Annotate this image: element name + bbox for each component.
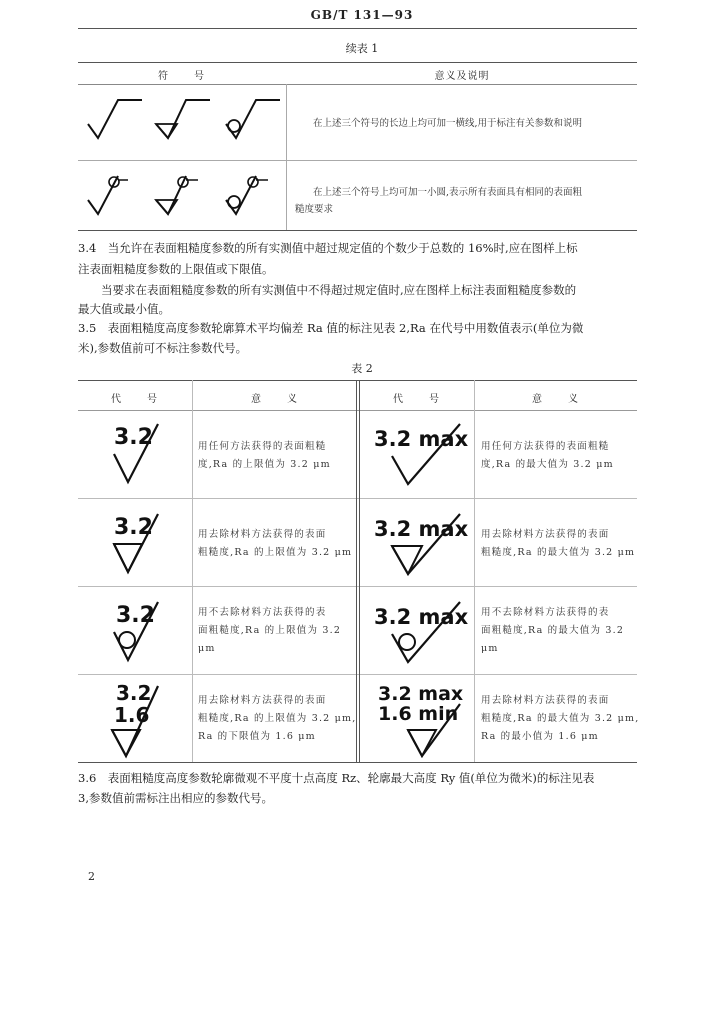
- standard-header: GB/T 131—93: [310, 8, 414, 22]
- roughness-symbol-any-method-icon: [108, 418, 168, 490]
- sec36-line2: 3,参数值前需标注出相应的参数代号。: [78, 791, 273, 805]
- roughness-symbol-no-removal-icon: [108, 596, 168, 668]
- row3-left-line1: 用不去除材料方法获得的表: [198, 607, 327, 618]
- row2-left-line1: 用去除材料方法获得的表面: [198, 529, 327, 540]
- row2-right-line1: 用去除材料方法获得的表面: [481, 529, 610, 540]
- table1-row1-symbols: [84, 96, 284, 146]
- row4-left-line1: 用去除材料方法获得的表面: [198, 695, 327, 706]
- page-number: 2: [88, 870, 95, 883]
- row1-right-line2: 度,Ra 的最大值为 3.2 μm: [481, 459, 614, 470]
- table2-bottom-rule: [78, 762, 637, 763]
- svg-text:3.2: 3.2: [114, 515, 153, 540]
- table2-row2-rule: [78, 586, 637, 587]
- table1-top-rule: [78, 62, 637, 63]
- row2-right-line2: 粗糙度,Ra 的最大值为 3.2 μm: [481, 547, 636, 558]
- no-removal-symbol-with-circle-icon: [226, 176, 256, 214]
- sec35-line1: 3.5 表面粗糙度高度参数轮廓算术平均偏差 Ra 值的标注见表 2,Ra 在代号中用数值表示(单位为微: [78, 321, 584, 335]
- table2-row3-rule: [78, 674, 637, 675]
- row1-left-line2: 度,Ra 的上限值为 3.2 μm: [198, 459, 331, 470]
- table2-divider-1: [192, 380, 193, 762]
- svg-text:3.2: 3.2: [114, 425, 153, 450]
- roughness-max-no-removal-icon: [372, 598, 468, 670]
- table2-col-code-left: 代 号: [111, 394, 159, 405]
- table2-divider-middle-b: [359, 380, 360, 762]
- row4-right-line1: 用去除材料方法获得的表面: [481, 695, 610, 706]
- table1-caption: 续表 1: [345, 42, 379, 55]
- row4-right-line2: 粗糙度,Ra 的最大值为 3.2 μm,: [481, 713, 640, 724]
- sec34-line2: 注表面粗糙度参数的上限值或下限值。: [78, 262, 274, 276]
- table2-col-code-right: 代 号: [393, 394, 441, 405]
- table1-row2-symbols: [84, 172, 284, 222]
- svg-text:1.6: 1.6: [114, 703, 150, 727]
- table1-row2-meaning-line1: 在上述三个符号上均可加一小圆,表示所有表面具有相同的表面粗: [313, 187, 583, 198]
- row4-left-line3: Ra 的下限值为 1.6 μm: [198, 731, 316, 742]
- table2-caption: 表 2: [351, 362, 373, 375]
- row2-left-line2: 粗糙度,Ra 的上限值为 3.2 μm: [198, 547, 353, 558]
- table1-bottom-rule: [78, 230, 637, 231]
- sec35-line2: 米),参数值前可不标注参数代号。: [78, 341, 248, 355]
- table2-header-rule: [78, 410, 637, 411]
- sec34-line4: 最大值或最小值。: [78, 302, 170, 316]
- table2-col-meaning-right: 意 义: [532, 394, 580, 405]
- row4-left-line2: 粗糙度,Ra 的上限值为 3.2 μm,: [198, 713, 357, 724]
- table1-row-divider: [78, 160, 637, 161]
- table1-row1-meaning: 在上述三个符号的长边上均可加一横线,用于标注有关参数和说明: [313, 118, 583, 129]
- svg-text:3.2: 3.2: [116, 603, 155, 628]
- sec34-line3: 当要求在表面粗糙度参数的所有实测值中不得超过规定值时,应在图样上标注表面粗糙度参数的: [78, 283, 577, 297]
- row3-right-line3: μm: [481, 643, 499, 654]
- basic-symbol-with-bar-icon: [88, 100, 142, 138]
- row3-left-line3: μm: [198, 643, 216, 654]
- row1-left-line1: 用任何方法获得的表面粗糙: [198, 441, 327, 452]
- table1-row2-meaning-line2: 糙度要求: [295, 204, 334, 215]
- row3-left-line2: 面粗糙度,Ra 的上限值为 3.2: [198, 625, 342, 636]
- roughness-max-any-method-icon: [372, 420, 468, 492]
- roughness-symbol-upper-lower-icon: [104, 680, 168, 760]
- svg-text:1.6 min: 1.6 min: [378, 703, 459, 725]
- svg-text:3.2 max: 3.2 max: [374, 427, 468, 451]
- table2-col-meaning-left: 意 义: [251, 394, 299, 405]
- table1-col-divider: [286, 84, 287, 230]
- svg-text:3.2 max: 3.2 max: [374, 517, 468, 541]
- sec34-line1: 3.4 当允许在表面粗糙度参数的所有实测值中超过规定值的个数少于总数的 16%时,应在图样上标: [78, 241, 578, 255]
- table2-divider-middle-a: [356, 380, 357, 762]
- roughness-symbol-removal-icon: [108, 508, 168, 580]
- roughness-max-removal-icon: [372, 510, 468, 582]
- svg-text:3.2: 3.2: [116, 681, 152, 705]
- row4-right-line3: Ra 的最小值为 1.6 μm: [481, 731, 599, 742]
- sec36-line1: 3.6 表面粗糙度高度参数轮廓微观不平度十点高度 Rz、轮廓最大高度 Ry 值(单位为微米)的标注见表: [78, 771, 595, 785]
- table2-divider-3: [474, 380, 475, 762]
- svg-text:3.2 max: 3.2 max: [374, 605, 468, 629]
- roughness-max-min-icon: [376, 680, 472, 760]
- row1-right-line1: 用任何方法获得的表面粗糙: [481, 441, 610, 452]
- table1-col-symbol: 符 号: [158, 71, 206, 82]
- row3-right-line2: 面粗糙度,Ra 的最大值为 3.2: [481, 625, 625, 636]
- row3-right-line1: 用不去除材料方法获得的表: [481, 607, 610, 618]
- table1-header-rule: [78, 84, 637, 85]
- table1-col-meaning: 意义及说明: [434, 71, 490, 82]
- table2-top-rule: [78, 380, 637, 381]
- header-rule: [78, 28, 637, 29]
- basic-symbol-with-circle-icon: [88, 176, 118, 214]
- table2-row1-rule: [78, 498, 637, 499]
- svg-text:3.2 max: 3.2 max: [378, 683, 464, 705]
